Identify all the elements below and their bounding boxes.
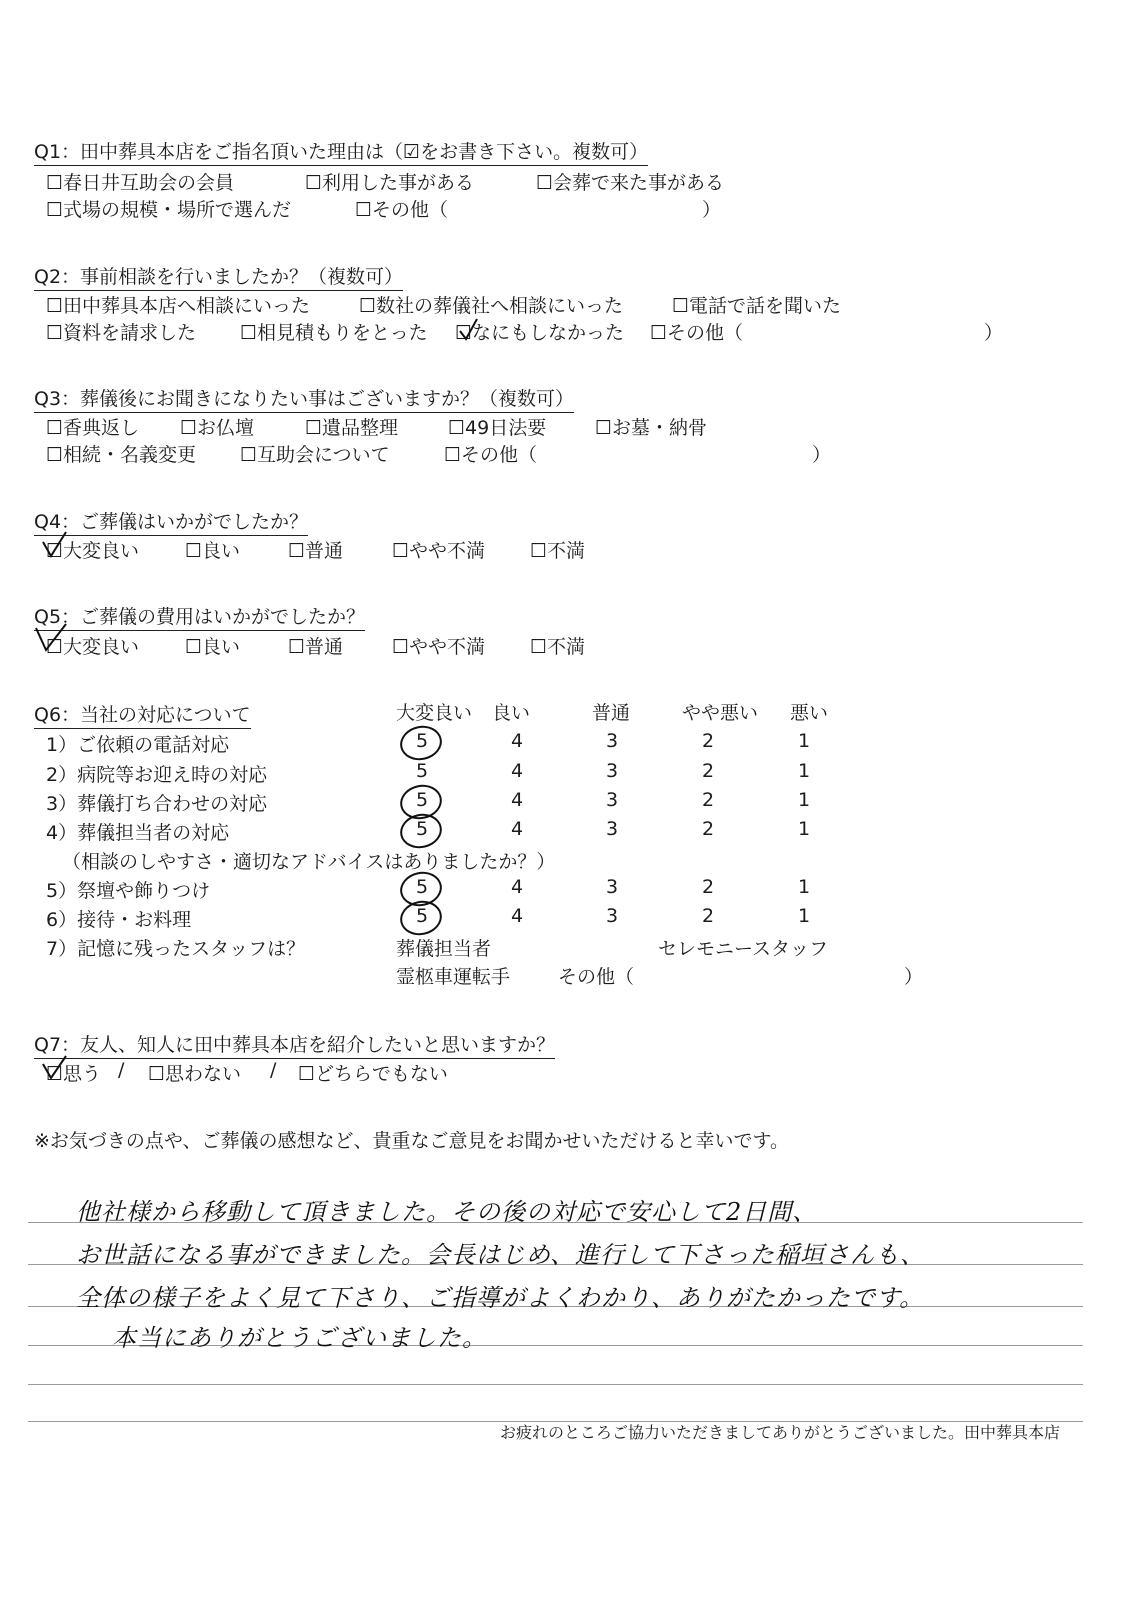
q1-option-other[interactable]: ☐その他（ xyxy=(355,199,449,221)
q3-option-ihin[interactable]: ☐遺品整理 xyxy=(305,417,399,439)
q3-option-49days[interactable]: ☐49日法要 xyxy=(448,417,547,439)
q6-row4-label: 4）葬儀担当者の対応 xyxy=(46,822,230,844)
q5-option-normal[interactable]: ☐普通 xyxy=(288,636,344,658)
q6-header-good: 良い xyxy=(492,702,531,724)
q1-option-used-before[interactable]: ☐利用した事がある xyxy=(305,172,475,194)
q2-option-request-docs[interactable]: ☐資料を請求した xyxy=(46,322,197,344)
q6-row4-score-2[interactable]: 2 xyxy=(701,818,715,840)
q6-title: Q6：当社の対応について xyxy=(34,700,251,729)
q6-staff-option-ceremony-staff[interactable]: セレモニースタッフ xyxy=(658,938,829,960)
comment-line-1: 他社様から移動して頂きました。その後の対応で安心して2日間、 xyxy=(76,1198,818,1226)
q6-row2-score-2[interactable]: 2 xyxy=(701,760,715,782)
q3-option-inheritance[interactable]: ☐相続・名義変更 xyxy=(46,444,197,466)
q6-row4-score-3[interactable]: 3 xyxy=(605,818,619,840)
comment-line-4: 本当にありがとうございました。 xyxy=(112,1324,487,1352)
comment-prompt: ※お気づきの点や、ご葬儀の感想など、貴重なご意見をお聞かせいただけると幸いです。 xyxy=(34,1130,790,1152)
q5-option-good[interactable]: ☐良い xyxy=(185,636,241,658)
q2-title: Q2：事前相談を行いましたか？（複数可） xyxy=(34,262,403,291)
q6-staff-option-hearse-driver[interactable]: 霊柩車運転手 xyxy=(396,966,511,988)
q3-option-grave[interactable]: ☐お墓・納骨 xyxy=(595,417,708,439)
q6-row1-score-3[interactable]: 3 xyxy=(605,730,619,752)
q4-option-somewhat-unsatisfied[interactable]: ☐やや不満 xyxy=(392,540,486,562)
q6-row3-score-3[interactable]: 3 xyxy=(605,789,619,811)
q6-row6-selected-circle xyxy=(397,897,445,939)
q1-option-kasugai[interactable]: ☐春日井互助会の会員 xyxy=(46,172,235,194)
q7-option-no[interactable]: ☐思わない xyxy=(148,1063,242,1085)
q6-row2-score-3[interactable]: 3 xyxy=(605,760,619,782)
q6-row1-score-1[interactable]: 1 xyxy=(797,730,811,752)
q3-close-paren: ） xyxy=(812,444,832,466)
q6-staff-question: 7）記憶に残ったスタッフは？ xyxy=(46,938,306,960)
q7-check-mark xyxy=(40,1054,68,1082)
q6-row1-label: 1）ご依頼の電話対応 xyxy=(46,734,230,756)
q7-option-yes[interactable]: ☐思う xyxy=(46,1063,102,1085)
q5-check-mark xyxy=(34,622,68,654)
footer-thanks: お疲れのところご協力いただきましてありがとうございました。田中葬具本店 xyxy=(500,1423,1061,1442)
q1-close-paren: ） xyxy=(702,199,722,221)
q5-option-somewhat-unsatisfied[interactable]: ☐やや不満 xyxy=(392,636,486,658)
q4-title: Q4：ご葬儀はいかがでしたか？ xyxy=(34,507,308,536)
q4-option-unsatisfied[interactable]: ☐不満 xyxy=(530,540,586,562)
q6-header-somewhat-bad: やや悪い xyxy=(682,702,759,724)
q6-staff-close-paren: ） xyxy=(904,966,924,988)
q6-row1-selected-circle xyxy=(397,722,445,764)
q6-row5-score-1[interactable]: 1 xyxy=(797,876,811,898)
q6-row1-score-4[interactable]: 4 xyxy=(510,730,524,752)
q2-check-mark xyxy=(457,318,479,342)
q4-option-very-good[interactable]: ☐大変良い xyxy=(46,540,140,562)
q6-row2-label: 2）病院等お迎え時の対応 xyxy=(46,764,268,786)
q6-row3-label: 3）葬儀打ち合わせの対応 xyxy=(46,793,268,815)
q6-row5-score-4[interactable]: 4 xyxy=(510,876,524,898)
q3-option-gojokai[interactable]: ☐互助会について xyxy=(240,444,390,466)
q6-row3-score-1[interactable]: 1 xyxy=(797,789,811,811)
q2-option-estimates[interactable]: ☐相見積もりをとった xyxy=(240,322,428,344)
q6-row4-score-4[interactable]: 4 xyxy=(510,818,524,840)
q2-option-consult-tanaka[interactable]: ☐田中葬具本店へ相談にいった xyxy=(46,295,311,317)
q6-row5-label: 5）祭壇や飾りつけ xyxy=(46,880,211,902)
q3-option-koden[interactable]: ☐香典返し xyxy=(46,417,140,439)
q6-header-very-good: 大変良い xyxy=(396,702,473,724)
q6-row2-score-4[interactable]: 4 xyxy=(510,760,524,782)
q6-row6-score-5[interactable]: 5 xyxy=(415,905,429,927)
q6-row4-note: （相談のしやすさ・適切なアドバイスはありましたか？） xyxy=(62,851,556,873)
q7-separator-1: / xyxy=(118,1059,125,1081)
q6-header-normal: 普通 xyxy=(592,702,631,724)
q1-title: Q1：田中葬具本店をご指名頂いた理由は（☑をお書き下さい。複数可） xyxy=(34,137,648,166)
comment-line-3: 全体の様子をよく見て下さり、ご指導がよくわかり、ありがたかったです。 xyxy=(76,1284,925,1312)
q1-option-attended-funeral[interactable]: ☐会葬で来た事がある xyxy=(536,172,725,194)
q3-option-butsudan[interactable]: ☐お仏壇 xyxy=(180,417,255,439)
q6-row6-score-3[interactable]: 3 xyxy=(605,905,619,927)
q3-title: Q3：葬儀後にお聞きになりたい事はございますか？（複数可） xyxy=(34,384,574,413)
q6-row2-score-5[interactable]: 5 xyxy=(415,760,429,782)
q6-row4-selected-circle xyxy=(397,810,445,852)
q6-row2-score-1[interactable]: 1 xyxy=(797,760,811,782)
q1-option-venue[interactable]: ☐式場の規模・場所で選んだ xyxy=(46,199,292,221)
q3-option-other[interactable]: ☐その他（ xyxy=(444,444,538,466)
q6-row6-score-1[interactable]: 1 xyxy=(797,905,811,927)
q6-row5-score-5[interactable]: 5 xyxy=(415,876,429,898)
q7-option-neither[interactable]: ☐どちらでもない xyxy=(298,1063,448,1085)
q6-row6-label: 6）接待・お料理 xyxy=(46,909,192,931)
q6-staff-option-other[interactable]: その他（ xyxy=(558,966,635,988)
q7-title: Q7：友人、知人に田中葬具本店を紹介したいと思いますか？ xyxy=(34,1030,555,1059)
q7-separator-2: / xyxy=(270,1059,277,1081)
comment-rule-line xyxy=(28,1384,1083,1385)
q2-close-paren: ） xyxy=(984,322,1004,344)
q6-row4-score-1[interactable]: 1 xyxy=(797,818,811,840)
q6-row5-score-2[interactable]: 2 xyxy=(701,876,715,898)
q6-row3-score-4[interactable]: 4 xyxy=(510,789,524,811)
q6-row5-score-3[interactable]: 3 xyxy=(605,876,619,898)
q4-check-mark xyxy=(40,530,68,560)
q2-option-phone[interactable]: ☐電話で話を聞いた xyxy=(672,295,842,317)
q6-row6-score-4[interactable]: 4 xyxy=(510,905,524,927)
q5-title: Q5：ご葬儀の費用はいかがでしたか？ xyxy=(34,602,365,631)
q5-option-unsatisfied[interactable]: ☐不満 xyxy=(530,636,586,658)
q6-row3-score-2[interactable]: 2 xyxy=(701,789,715,811)
q4-option-good[interactable]: ☐良い xyxy=(185,540,241,562)
q2-option-other[interactable]: ☐その他（ xyxy=(650,322,744,344)
q2-option-consult-others[interactable]: ☐数社の葬儀社へ相談にいった xyxy=(359,295,624,317)
q5-option-very-good[interactable]: ☐大変良い xyxy=(46,636,140,658)
q2-option-nothing[interactable]: ☐なにもしなかった xyxy=(455,322,625,344)
q4-option-normal[interactable]: ☐普通 xyxy=(288,540,344,562)
q6-row1-score-5[interactable]: 5 xyxy=(415,730,429,752)
q6-row1-score-2[interactable]: 2 xyxy=(701,730,715,752)
q6-row6-score-2[interactable]: 2 xyxy=(701,905,715,927)
q6-header-bad: 悪い xyxy=(790,702,829,724)
q6-staff-option-funeral-director[interactable]: 葬儀担当者 xyxy=(396,938,492,960)
q6-row4-score-5[interactable]: 5 xyxy=(415,818,429,840)
comment-line-2: お世話になる事ができました。会長はじめ、進行して下さった稲垣さんも、 xyxy=(76,1241,926,1269)
q6-row3-score-5[interactable]: 5 xyxy=(415,789,429,811)
